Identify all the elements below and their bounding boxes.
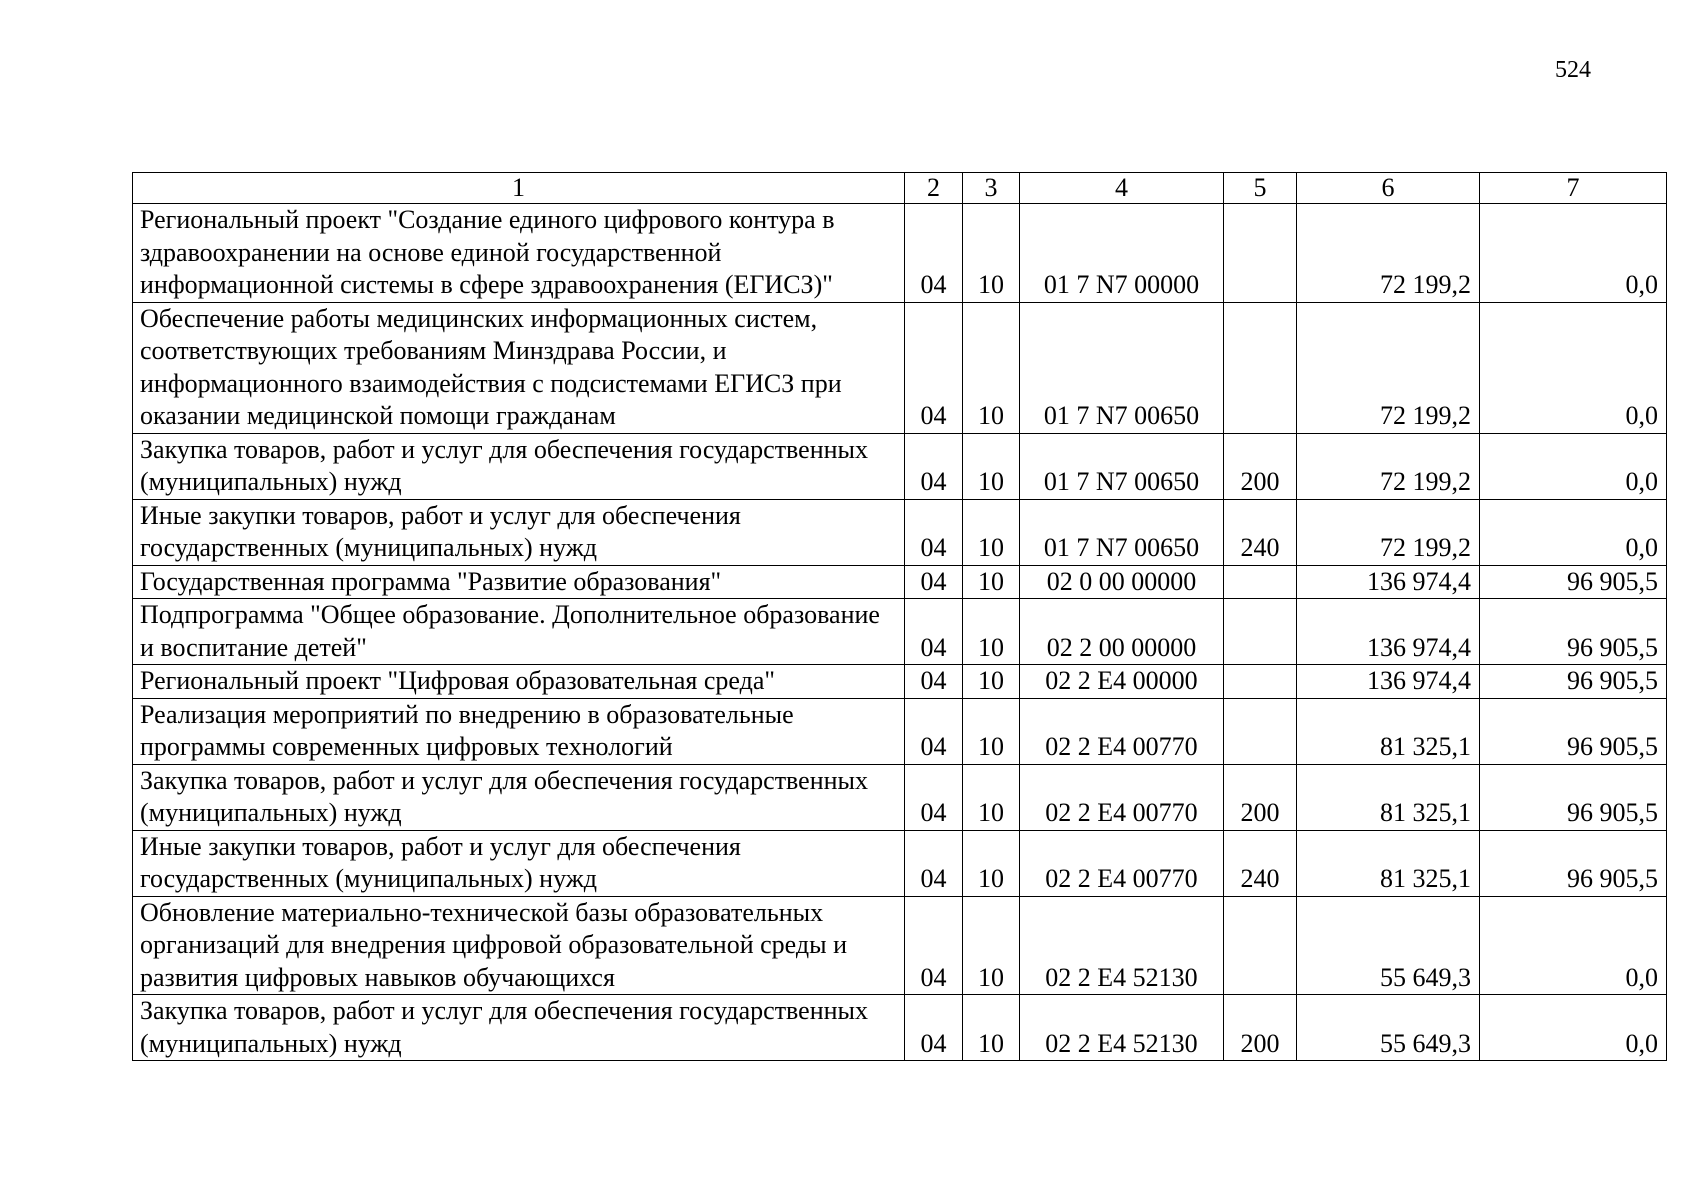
amount-cell-col7: 0,0: [1480, 896, 1667, 995]
amount-cell-col6: 72 199,2: [1297, 499, 1480, 565]
column-header: 6: [1297, 173, 1480, 204]
row-name-cell: Подпрограмма "Общее образование. Дополнительное образование и воспитание детей": [133, 599, 905, 665]
table-row: [133, 565, 1667, 599]
column-header: 3: [963, 173, 1020, 204]
target-article-cell: 02 0 00 00000: [1020, 565, 1224, 599]
expense-type-cell: [1224, 698, 1297, 764]
row-name-cell: Обновление материально-технической базы образовательных организаций для внедрения цифровой образовательной среды и развития цифровых навыков обучающихся: [133, 896, 905, 995]
amount-cell-col7: 96 905,5: [1480, 565, 1667, 599]
page-number: 524: [1555, 57, 1591, 83]
expense-type-cell: 200: [1224, 995, 1297, 1061]
amount-cell-col7: 0,0: [1480, 995, 1667, 1061]
expense-type-cell: [1224, 665, 1297, 699]
amount-cell-col6: 81 325,1: [1297, 764, 1480, 830]
table-row: [133, 995, 1667, 1061]
subsection-code-cell: 10: [963, 665, 1020, 699]
section-code-cell: 04: [905, 204, 963, 303]
target-article-cell: 01 7 N7 00650: [1020, 499, 1224, 565]
amount-cell-col6: 136 974,4: [1297, 599, 1480, 665]
row-name-cell: Закупка товаров, работ и услуг для обеспечения государственных (муниципальных) нужд: [133, 764, 905, 830]
table-row: [133, 499, 1667, 565]
amount-cell-col6: 81 325,1: [1297, 698, 1480, 764]
budget-table: [132, 172, 1667, 1061]
amount-cell-col6: 81 325,1: [1297, 830, 1480, 896]
subsection-code-cell: 10: [963, 698, 1020, 764]
amount-cell-col6: 136 974,4: [1297, 565, 1480, 599]
amount-cell-col6: 136 974,4: [1297, 665, 1480, 699]
expense-type-cell: [1224, 204, 1297, 303]
subsection-code-cell: 10: [963, 565, 1020, 599]
section-code-cell: 04: [905, 764, 963, 830]
row-name-cell: Иные закупки товаров, работ и услуг для обеспечения государственных (муниципальных) нужд: [133, 499, 905, 565]
column-header: 7: [1480, 173, 1667, 204]
expense-type-cell: [1224, 302, 1297, 433]
table-row: [133, 764, 1667, 830]
section-code-cell: 04: [905, 302, 963, 433]
amount-cell-col7: 96 905,5: [1480, 665, 1667, 699]
expense-type-cell: [1224, 896, 1297, 995]
table-row: [133, 698, 1667, 764]
expense-type-cell: [1224, 565, 1297, 599]
amount-cell-col6: 72 199,2: [1297, 204, 1480, 303]
target-article-cell: 02 2 00 00000: [1020, 599, 1224, 665]
table-row: [133, 665, 1667, 699]
subsection-code-cell: 10: [963, 433, 1020, 499]
expense-type-cell: [1224, 599, 1297, 665]
amount-cell-col6: 72 199,2: [1297, 433, 1480, 499]
target-article-cell: 01 7 N7 00650: [1020, 302, 1224, 433]
expense-type-cell: 240: [1224, 830, 1297, 896]
subsection-code-cell: 10: [963, 764, 1020, 830]
target-article-cell: 02 2 E4 00770: [1020, 830, 1224, 896]
expense-type-cell: 240: [1224, 499, 1297, 565]
amount-cell-col7: 0,0: [1480, 433, 1667, 499]
amount-cell-col6: 55 649,3: [1297, 995, 1480, 1061]
table-header-row: [133, 173, 1667, 204]
table-row: [133, 302, 1667, 433]
row-name-cell: Реализация мероприятий по внедрению в образовательные программы современных цифровых технологий: [133, 698, 905, 764]
section-code-cell: 04: [905, 896, 963, 995]
row-name-cell: Обеспечение работы медицинских информационных систем, соответствующих требованиям Минздрава России, и информационного взаимодействия с подсистемами ЕГИСЗ при оказании медицинской помощи гражданам: [133, 302, 905, 433]
target-article-cell: 01 7 N7 00650: [1020, 433, 1224, 499]
table-row: [133, 433, 1667, 499]
target-article-cell: 01 7 N7 00000: [1020, 204, 1224, 303]
subsection-code-cell: 10: [963, 302, 1020, 433]
section-code-cell: 04: [905, 433, 963, 499]
amount-cell-col7: 96 905,5: [1480, 599, 1667, 665]
section-code-cell: 04: [905, 995, 963, 1061]
target-article-cell: 02 2 E4 52130: [1020, 995, 1224, 1061]
target-article-cell: 02 2 E4 00000: [1020, 665, 1224, 699]
row-name-cell: Региональный проект "Цифровая образовательная среда": [133, 665, 905, 699]
subsection-code-cell: 10: [963, 204, 1020, 303]
table-row: [133, 599, 1667, 665]
amount-cell-col6: 72 199,2: [1297, 302, 1480, 433]
section-code-cell: 04: [905, 499, 963, 565]
table-body: [133, 204, 1667, 1061]
target-article-cell: 02 2 E4 00770: [1020, 764, 1224, 830]
row-name-cell: Региональный проект "Создание единого цифрового контура в здравоохранении на основе единой государственной информационной системы в сфере здравоохранения (ЕГИСЗ)": [133, 204, 905, 303]
amount-cell-col7: 96 905,5: [1480, 698, 1667, 764]
column-header: 1: [133, 173, 905, 204]
row-name-cell: Иные закупки товаров, работ и услуг для обеспечения государственных (муниципальных) нужд: [133, 830, 905, 896]
amount-cell-col7: 96 905,5: [1480, 764, 1667, 830]
table-row: [133, 896, 1667, 995]
column-header: 2: [905, 173, 963, 204]
section-code-cell: 04: [905, 830, 963, 896]
subsection-code-cell: 10: [963, 995, 1020, 1061]
column-header: 5: [1224, 173, 1297, 204]
section-code-cell: 04: [905, 665, 963, 699]
subsection-code-cell: 10: [963, 830, 1020, 896]
row-name-cell: Государственная программа "Развитие образования": [133, 565, 905, 599]
target-article-cell: 02 2 E4 52130: [1020, 896, 1224, 995]
target-article-cell: 02 2 E4 00770: [1020, 698, 1224, 764]
table-row: [133, 830, 1667, 896]
amount-cell-col7: 0,0: [1480, 204, 1667, 303]
column-header: 4: [1020, 173, 1224, 204]
amount-cell-col7: 0,0: [1480, 302, 1667, 433]
row-name-cell: Закупка товаров, работ и услуг для обеспечения государственных (муниципальных) нужд: [133, 433, 905, 499]
amount-cell-col6: 55 649,3: [1297, 896, 1480, 995]
amount-cell-col7: 0,0: [1480, 499, 1667, 565]
subsection-code-cell: 10: [963, 499, 1020, 565]
subsection-code-cell: 10: [963, 599, 1020, 665]
subsection-code-cell: 10: [963, 896, 1020, 995]
row-name-cell: Закупка товаров, работ и услуг для обеспечения государственных (муниципальных) нужд: [133, 995, 905, 1061]
expense-type-cell: 200: [1224, 764, 1297, 830]
section-code-cell: 04: [905, 565, 963, 599]
amount-cell-col7: 96 905,5: [1480, 830, 1667, 896]
table-row: [133, 204, 1667, 303]
expense-type-cell: 200: [1224, 433, 1297, 499]
section-code-cell: 04: [905, 599, 963, 665]
section-code-cell: 04: [905, 698, 963, 764]
